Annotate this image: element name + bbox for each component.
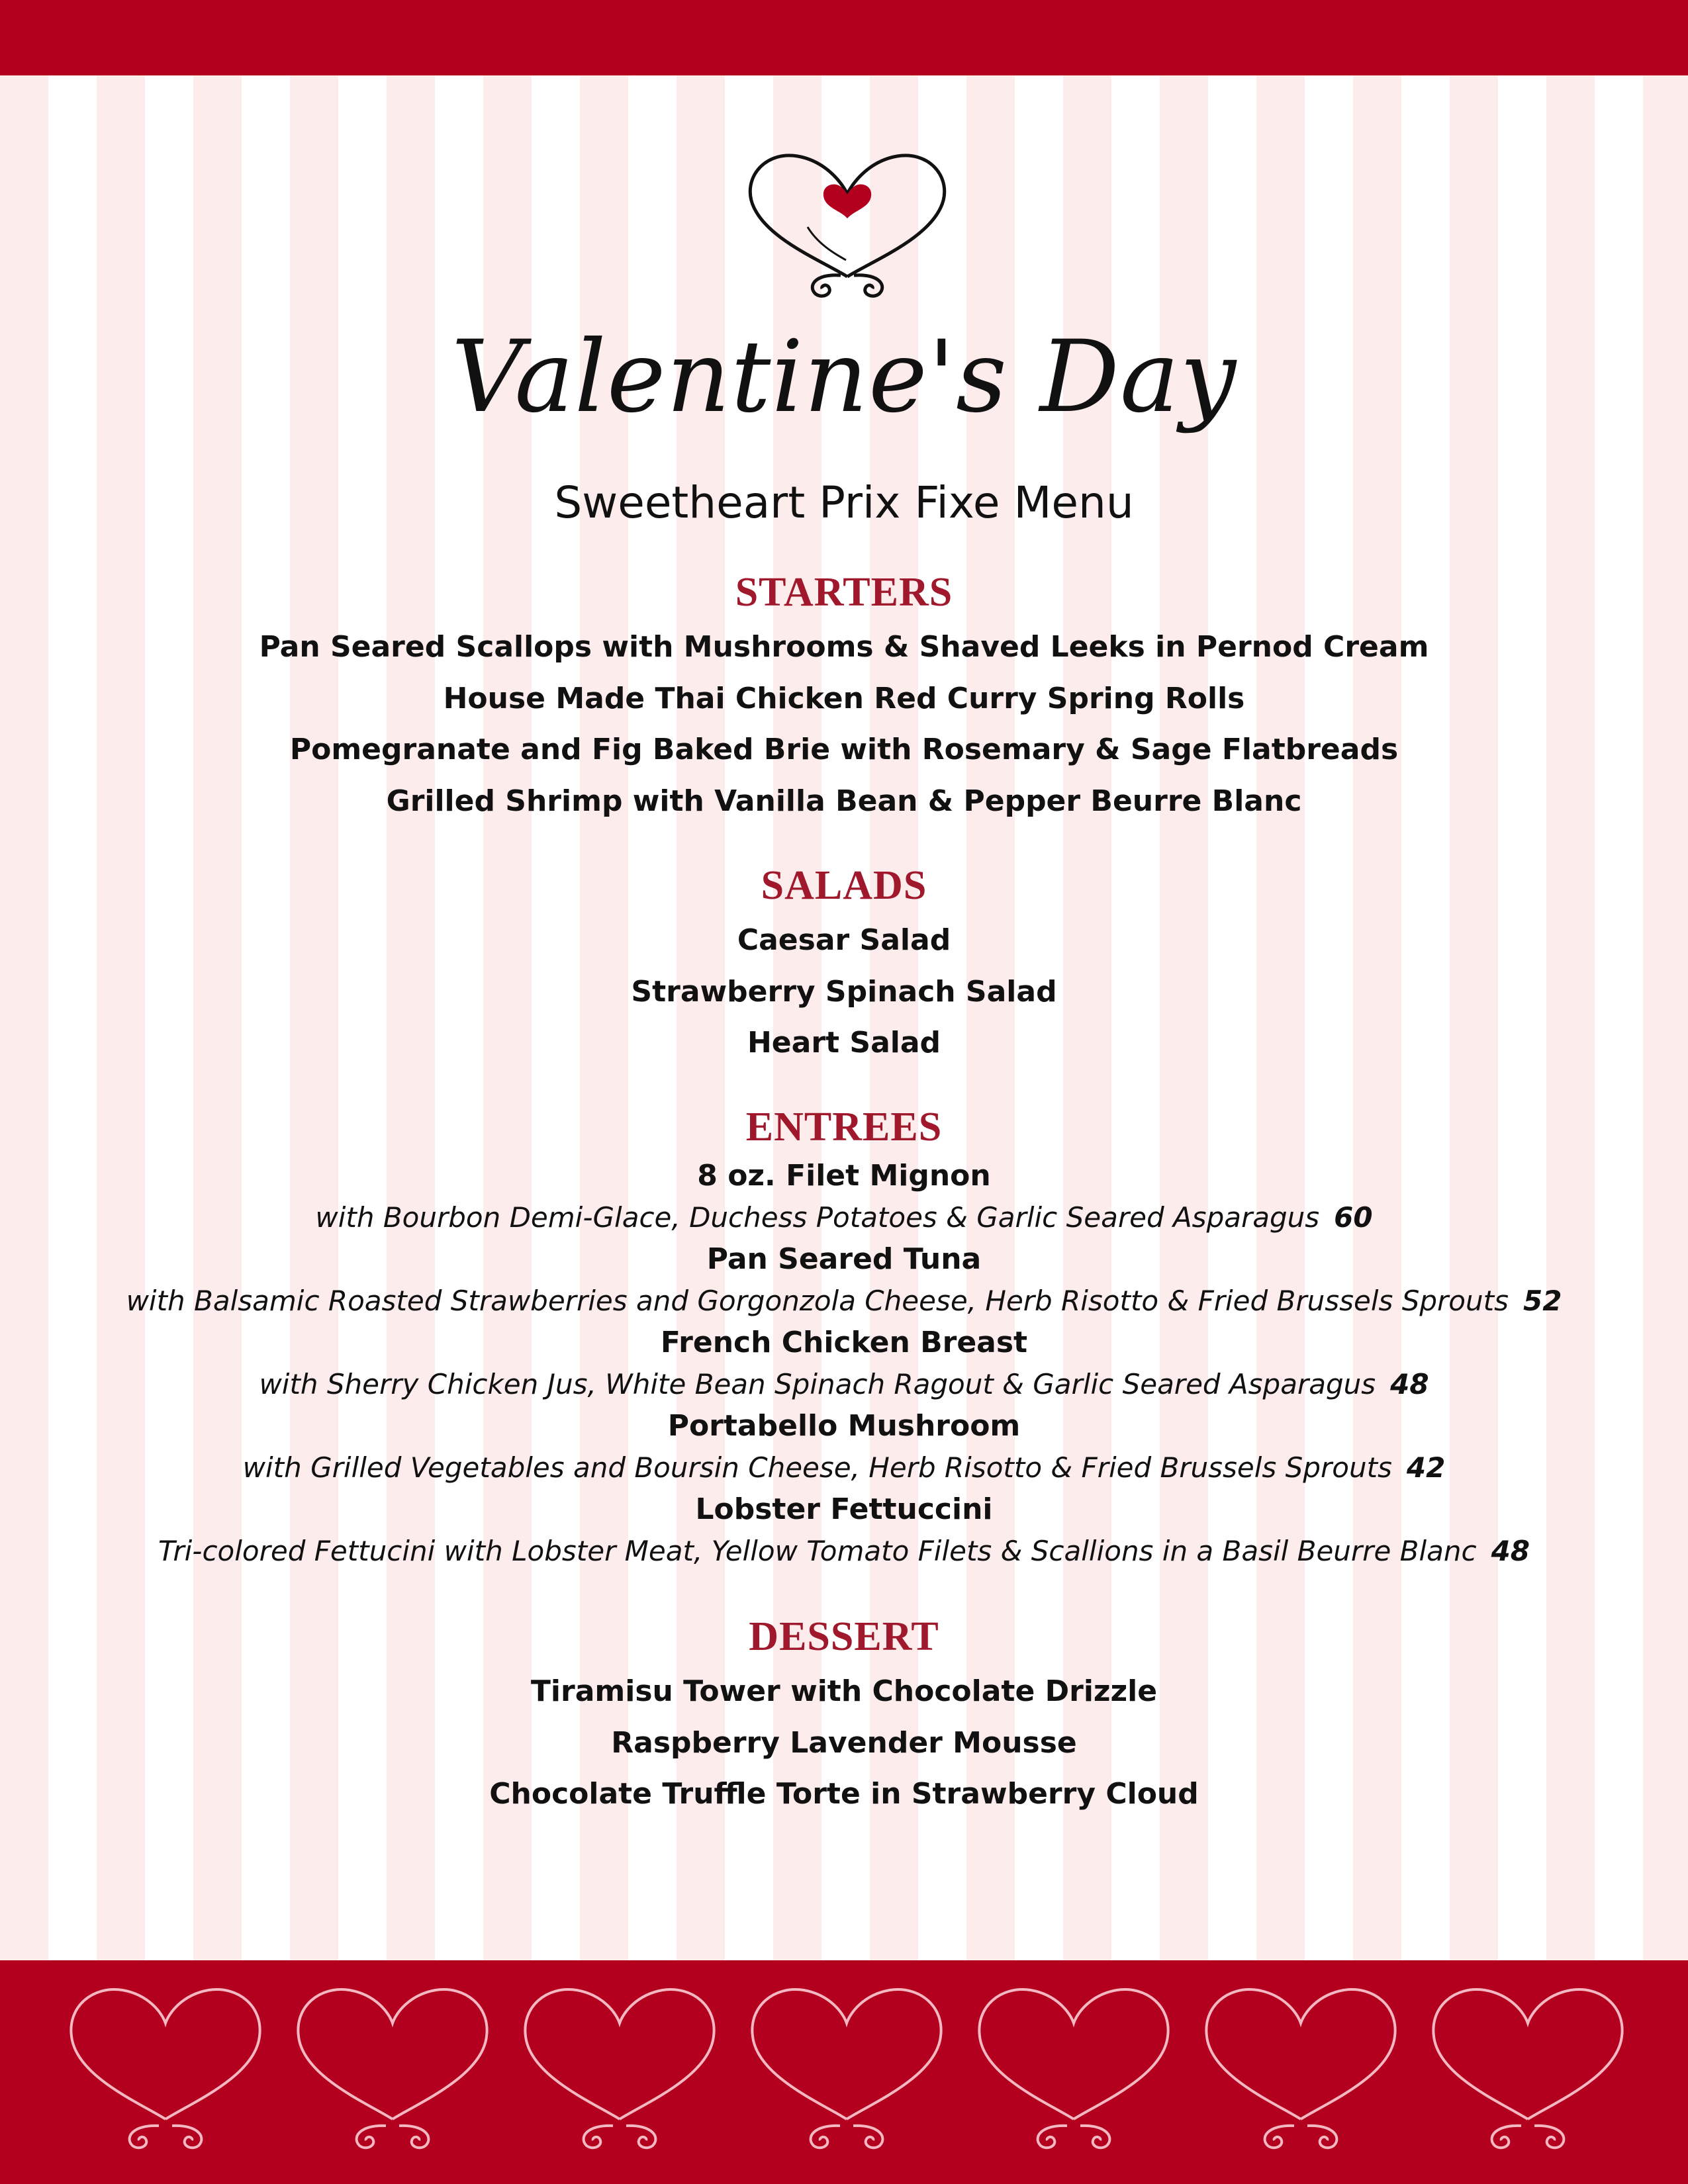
entree-name: Lobster Fettuccini bbox=[695, 1492, 993, 1526]
menu-item: Raspberry Lavender Mousse bbox=[611, 1725, 1077, 1760]
entree-name: Portabello Mushroom bbox=[667, 1409, 1021, 1443]
top-red-bar bbox=[0, 0, 1688, 75]
menu-item: Tiramisu Tower with Chocolate Drizzle bbox=[530, 1674, 1158, 1708]
section-heading-dessert: DESSERT bbox=[749, 1614, 939, 1659]
page-subtitle: Sweetheart Prix Fixe Menu bbox=[554, 477, 1134, 528]
entree-price: 48 bbox=[1491, 1535, 1530, 1567]
swirl-heart-outline-icon bbox=[1206, 1989, 1395, 2148]
entree-price: 48 bbox=[1390, 1368, 1429, 1400]
menu-item: Caesar Salad bbox=[737, 923, 951, 957]
section-heading-entrees: ENTREES bbox=[745, 1105, 943, 1150]
entree-name: 8 oz. Filet Mignon bbox=[697, 1159, 991, 1193]
section-heading-starters: STARTERS bbox=[735, 570, 953, 615]
entree-price: 52 bbox=[1523, 1285, 1562, 1317]
menu-item: Chocolate Truffle Torte in Strawberry Cloud bbox=[489, 1777, 1199, 1811]
entree-name: French Chicken Breast bbox=[660, 1326, 1028, 1359]
swirl-heart-outline-icon bbox=[298, 1989, 487, 2148]
entrees-section bbox=[0, 1101, 1688, 1572]
starters-section bbox=[0, 566, 1688, 827]
menu-item: Heart Salad bbox=[747, 1026, 941, 1060]
entree-description: with Grilled Vegetables and Boursin Cheese, Herb Risotto & Fried Brussels Sprouts 42 bbox=[242, 1451, 1446, 1484]
swirl-heart-outline-icon bbox=[525, 1989, 714, 2148]
page-title: Valentine's Day bbox=[451, 320, 1237, 435]
entree-price: 42 bbox=[1406, 1451, 1446, 1484]
entree-description: Tri-colored Fettucini with Lobster Meat, Yellow Tomato Filets & Scallions in a Basil Beurre Blanc 48 bbox=[158, 1535, 1530, 1567]
entree-description: with Balsamic Roasted Strawberries and Gorgonzola Cheese, Herb Risotto & Fried Brussels Sprouts 52 bbox=[126, 1285, 1562, 1317]
swirl-heart-outline-icon bbox=[71, 1989, 259, 2148]
menu-item: Pomegranate and Fig Baked Brie with Rosemary & Sage Flatbreads bbox=[289, 733, 1399, 766]
menu-item: Pan Seared Scallops with Mushrooms & Shaved Leeks in Pernod Cream bbox=[259, 630, 1429, 664]
menu-item: House Made Thai Chicken Red Curry Spring Rolls bbox=[443, 681, 1245, 715]
entree-name: Pan Seared Tuna bbox=[706, 1242, 982, 1276]
swirl-heart-outline-icon bbox=[1433, 1989, 1622, 2148]
swirl-heart-icon bbox=[741, 144, 953, 303]
heart-pattern bbox=[0, 1960, 1688, 2184]
entree-description: with Bourbon Demi-Glace, Duchess Potatoes & Garlic Seared Asparagus 60 bbox=[315, 1201, 1373, 1234]
entree-price: 60 bbox=[1334, 1201, 1373, 1234]
salads-section bbox=[0, 859, 1688, 1069]
bottom-red-band bbox=[0, 1960, 1688, 2184]
dessert-section bbox=[0, 1610, 1688, 1820]
menu-item: Grilled Shrimp with Vanilla Bean & Pepper Beurre Blanc bbox=[386, 784, 1302, 818]
section-heading-salads: SALADS bbox=[761, 863, 927, 908]
entree-description: with Sherry Chicken Jus, White Bean Spinach Ragout & Garlic Seared Asparagus 48 bbox=[259, 1368, 1429, 1400]
menu-item: Strawberry Spinach Salad bbox=[631, 974, 1057, 1009]
swirl-heart-outline-icon bbox=[752, 1989, 941, 2148]
swirl-heart-outline-icon bbox=[979, 1989, 1168, 2148]
